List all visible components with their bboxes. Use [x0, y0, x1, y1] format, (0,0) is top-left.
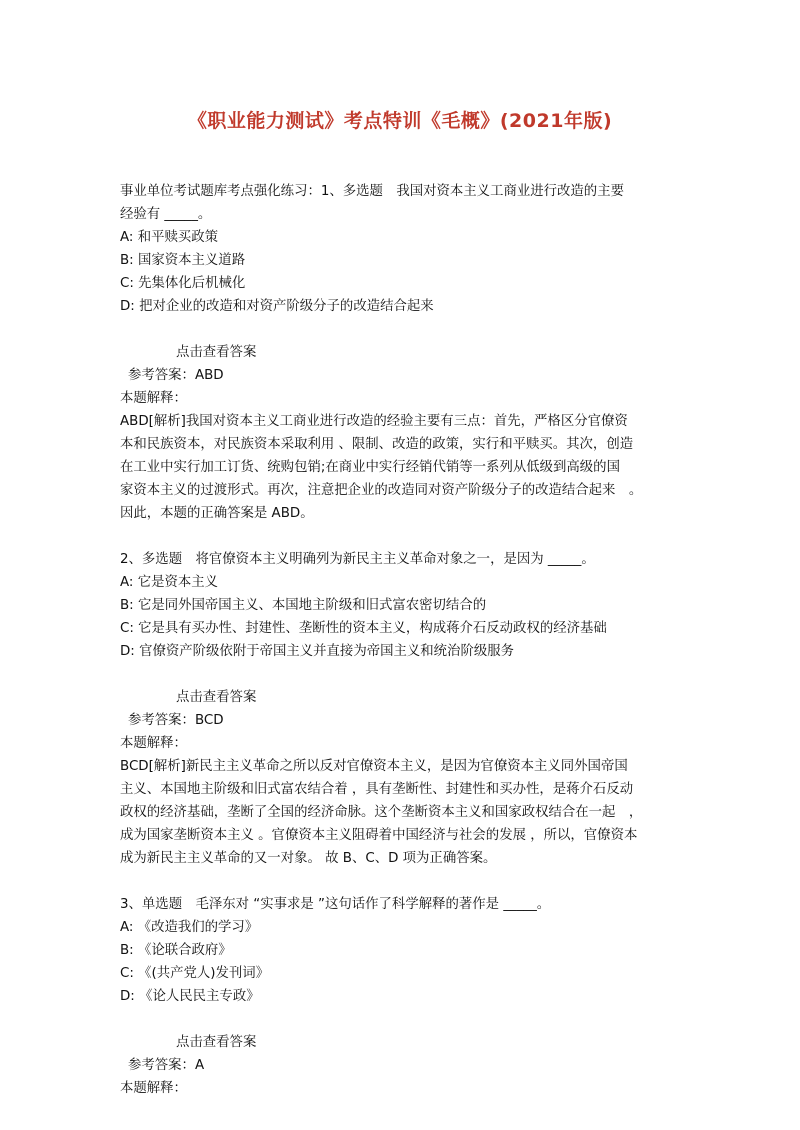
explanation-label: 本题解释：	[120, 736, 187, 751]
explanation-label: 本题解释：	[120, 1081, 187, 1096]
view-answer-link[interactable]: 点击查看答案	[176, 690, 257, 705]
explanation-line: ABD[解析]我国对资本主义工商业进行改造的经验主要有三点：首先，严格区分官僚资	[120, 414, 628, 429]
explanation-label: 本题解释：	[120, 391, 187, 406]
explanation-line: 在工业中实行加工订货、统购包销;在商业中实行经销代销等一系列从低级到高级的国	[120, 460, 620, 475]
option-a: A: 它是资本主义	[120, 575, 219, 590]
question-block	[120, 893, 685, 1100]
view-answer-link[interactable]: 点击查看答案	[176, 345, 257, 360]
reference-answer: 参考答案：BCD	[128, 713, 224, 728]
question-stem: 2、多选题 将官僚资本主义明确列为新民主主义革命对象之一，是因为 _____。	[120, 552, 595, 567]
explanation-line: 成为国家垄断资本主义 。官僚资本主义阻碍着中国经济与社会的发展 ，所以，官僚资本	[120, 828, 638, 843]
option-c: C: 《(共产党人)发刊词》	[120, 966, 270, 981]
explanation-line: 政权的经济基础，垄断了全国的经济命脉。这个垄断资本主义和国家政权结合在一起 ，	[120, 805, 643, 820]
question-stem: 事业单位考试题库考点强化练习：1、多选题 我国对资本主义工商业进行改造的主要	[120, 184, 624, 199]
document-body	[120, 180, 685, 1100]
option-b: B: 它是同外国帝国主义、本国地主阶级和旧式富农密切结合的	[120, 598, 487, 613]
option-a: A: 《改造我们的学习》	[120, 920, 259, 935]
explanation-line: BCD[解析]新民主主义革命之所以反对官僚资本主义，是因为官僚资本主义同外国帝国	[120, 759, 628, 774]
option-c: C: 先集体化后机械化	[120, 276, 246, 291]
question-block	[120, 180, 685, 525]
reference-answer: 参考答案：ABD	[128, 368, 224, 383]
option-b: B: 《论联合政府》	[120, 943, 232, 958]
option-a: A: 和平赎买政策	[120, 230, 219, 245]
option-d: D: 把对企业的改造和对资产阶级分子的改造结合起来	[120, 299, 434, 314]
option-d: D: 《论人民民主专政》	[120, 989, 260, 1004]
option-c: C: 它是具有买办性、封建性、垄断性的资本主义，构成蒋介石反动政权的经济基础	[120, 621, 607, 636]
explanation-line: 成为新民主主义革命的又一对象。 故 B、C、D 项为正确答案。	[120, 851, 497, 866]
reference-answer: 参考答案：A	[128, 1058, 205, 1073]
option-b: B: 国家资本主义道路	[120, 253, 246, 268]
option-d: D: 官僚资产阶级依附于帝国主义并直接为帝国主义和统治阶级服务	[120, 644, 515, 659]
question-block	[120, 548, 685, 870]
question-stem: 3、单选题 毛泽东对 “实事求是 ”这句话作了科学解释的著作是 _____。	[120, 897, 551, 912]
explanation-line: 主义、本国地主阶级和旧式富农结合着 ，具有垄断性、封建性和买办性，是蒋介石反动	[120, 782, 634, 797]
explanation-line: 家资本主义的过渡形式。再次，注意把企业的改造同对资产阶级分子的改造结合起来 。	[120, 483, 643, 498]
document-title: 《职业能力测试》考点特训《毛概》(2021年版)	[187, 110, 613, 132]
question-stem: 经验有 _____。	[120, 207, 212, 222]
explanation-line: 本和民族资本，对民族资本采取利用 、限制、改造的政策，实行和平赎买。其次，创造	[120, 437, 634, 452]
view-answer-link[interactable]: 点击查看答案	[176, 1035, 257, 1050]
explanation-line: 因此，本题的正确答案是 ABD。	[120, 506, 314, 521]
